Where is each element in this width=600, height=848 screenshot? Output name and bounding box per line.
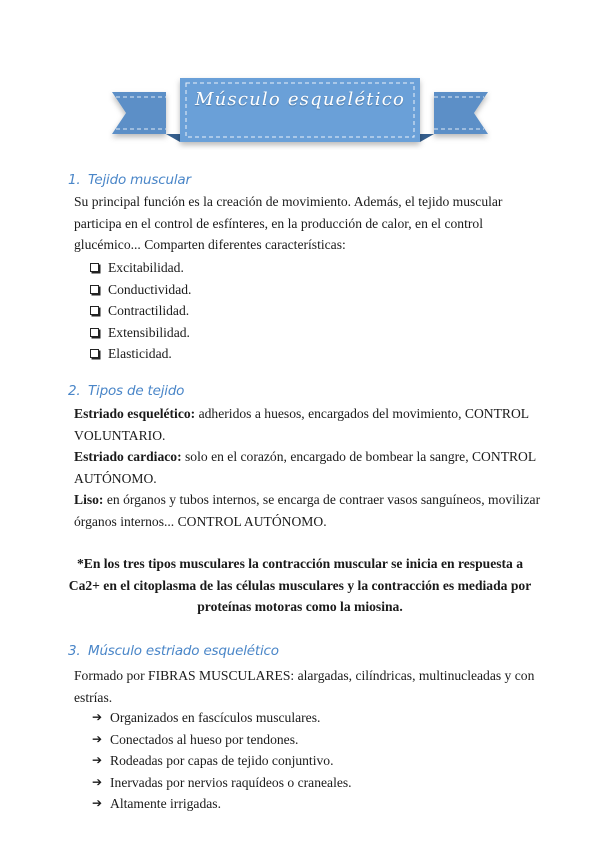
list-item xyxy=(92,772,352,794)
checkbox-bullet-icon xyxy=(90,285,99,294)
paragraph-line: glucémico... Comparten diferentes características: xyxy=(74,237,346,252)
list-item xyxy=(88,257,191,279)
section-1-title: Tejido muscular xyxy=(88,172,191,188)
section-3-number: 3. xyxy=(68,643,81,659)
paragraph-line: Formado por FIBRAS MUSCULARES: alargadas, cilíndricas, multinucleadas y con xyxy=(74,668,535,683)
checkbox-bullet-icon xyxy=(90,349,99,358)
section-1-paragraph xyxy=(74,191,540,256)
arrow-bullet-icon: ➔ xyxy=(92,710,103,724)
checkbox-bullet-icon xyxy=(90,306,99,315)
tissue-type-text: adheridos a huesos, encargados del movimiento, CONTROL xyxy=(195,406,530,421)
list-item-text: Elasticidad. xyxy=(108,346,172,361)
section-3-title: Músculo estriado esquelético xyxy=(88,643,279,659)
checkbox-bullet-icon xyxy=(90,328,99,337)
paragraph-line: participa en el control de esfínteres, en la producción de calor, en el control xyxy=(74,215,483,231)
tissue-type-line xyxy=(74,446,544,468)
characteristics-list xyxy=(88,257,191,365)
section-2-heading xyxy=(68,383,184,399)
title-banner xyxy=(108,72,492,150)
tissue-type-label: Estriado esquelético: xyxy=(74,406,196,421)
arrow-bullet-icon: ➔ xyxy=(92,796,103,810)
checkbox-bullet-icon xyxy=(90,263,99,272)
arrow-bullet-icon: ➔ xyxy=(92,774,103,789)
note-line: Ca2+ en el citoplasma de las células musculares y la contracción es mediada por xyxy=(68,577,532,593)
list-item xyxy=(92,793,352,815)
list-item xyxy=(88,322,191,344)
list-item-text: Extensibilidad. xyxy=(108,324,190,340)
document-title: Músculo esquelético xyxy=(194,89,406,110)
list-item-text: Altamente irrigadas. xyxy=(110,796,221,811)
list-item xyxy=(88,300,191,322)
tissue-type-line: AUTÓNOMO. xyxy=(74,470,157,486)
list-item-text: Inervadas por nervios raquídeos o craneales. xyxy=(110,774,352,790)
note-line: proteínas motoras como la miosina. xyxy=(197,599,403,614)
contraction-note xyxy=(60,553,540,618)
list-item xyxy=(92,750,352,772)
tissue-type-label: Estriado cardiaco: xyxy=(74,449,182,464)
tissue-type-text: solo en el corazón, encargado de bombear la sangre, CONTROL xyxy=(181,449,537,464)
list-item xyxy=(92,707,352,729)
ribbon-graphic xyxy=(108,72,492,150)
note-line: *En los tres tipos musculares la contracción muscular se inicia en respuesta a xyxy=(76,556,524,571)
tissue-types xyxy=(74,403,544,532)
section-1-heading xyxy=(68,172,191,188)
list-item xyxy=(88,279,191,301)
section-3-heading xyxy=(68,643,279,659)
list-item-text: Rodeadas por capas de tejido conjuntivo. xyxy=(110,753,334,768)
list-item-text: Contractilidad. xyxy=(108,303,190,318)
list-item-text: Organizados en fascículos musculares. xyxy=(110,710,321,725)
list-item xyxy=(92,729,352,751)
tissue-type-line xyxy=(74,403,544,425)
tissue-type-line xyxy=(74,489,544,511)
tissue-type-line: órganos internos... CONTROL AUTÓNOMO. xyxy=(74,513,327,529)
list-item-text: Conectados al hueso por tendones. xyxy=(110,731,299,747)
tissue-type-line: VOLUNTARIO. xyxy=(74,427,166,443)
arrow-bullet-icon: ➔ xyxy=(92,753,103,767)
section-2-number: 2. xyxy=(68,383,81,399)
list-item-text: Conductividad. xyxy=(108,281,192,297)
section-2-title: Tipos de tejido xyxy=(88,383,185,399)
paragraph-line: estrías. xyxy=(74,689,113,705)
tissue-type-label: Liso: xyxy=(74,492,104,507)
list-item xyxy=(88,343,191,365)
arrow-bullet-icon: ➔ xyxy=(92,731,103,746)
list-item-text: Excitabilidad. xyxy=(108,260,184,275)
section-3-paragraph xyxy=(74,665,540,708)
fiber-features-list xyxy=(92,707,352,815)
paragraph-line: Su principal función es la creación de movimiento. Además, el tejido muscular xyxy=(74,194,503,209)
tissue-type-text: en órganos y tubos internos, se encarga de contraer vasos sanguíneos, movilizar xyxy=(103,492,541,507)
section-1-number: 1. xyxy=(68,172,81,188)
